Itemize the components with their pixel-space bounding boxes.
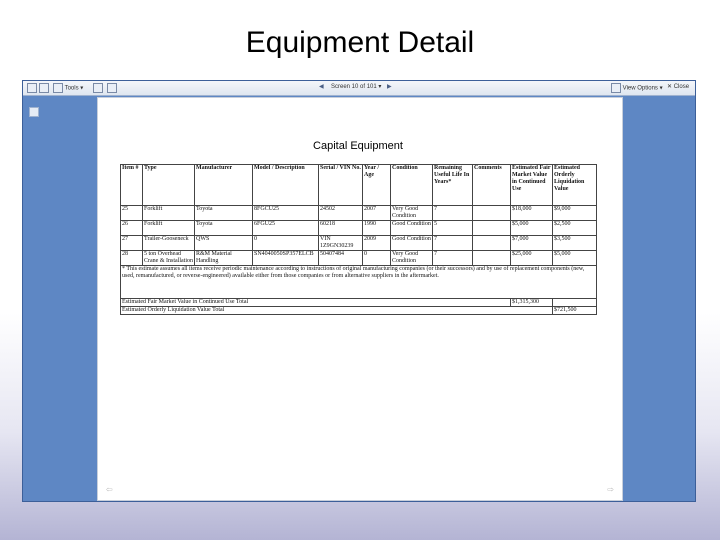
table-cell: 60218 [319, 221, 363, 236]
tools-menu[interactable]: Tools ▾ [53, 83, 83, 92]
table-cell: 0 [363, 251, 391, 266]
table-cell: $5,000 [553, 251, 597, 266]
document-title: Capital Equipment [313, 140, 403, 152]
screen-label: Screen 10 of 101 [331, 84, 377, 90]
table-cell: 28 [121, 251, 143, 266]
footnote: * This estimate assumes all items receive periodic maintenance according to instructions of original manufacturing companies (or their successors) and by use of replacement components (new, used, remanufactured, or reverse-engineered) available either from those companies or from alternative suppliers in the aftermarket. [121, 266, 597, 299]
column-header: Comments [473, 165, 511, 206]
pen-icon[interactable] [93, 83, 103, 92]
table-cell: 24502 [319, 206, 363, 221]
table-cell: Forklift [143, 206, 195, 221]
table-cell: $2,500 [553, 221, 597, 236]
table-cell: 8FGCU25 [253, 206, 319, 221]
table-header-row [121, 165, 597, 206]
close-icon: ✕ [667, 84, 673, 90]
table-row [121, 251, 597, 266]
sidebar-toggle-icon[interactable] [29, 107, 39, 117]
table-cell: 7 [433, 251, 473, 266]
table-row [121, 221, 597, 236]
table-cell: 25 [121, 206, 143, 221]
column-header: Estimated Orderly Liquidation Value [553, 165, 597, 206]
table-cell: Good Condition [391, 221, 433, 236]
table-cell: 0 [253, 236, 319, 251]
footnote-row [121, 266, 597, 299]
tools-label: Tools [64, 85, 79, 92]
close-button[interactable] [667, 83, 689, 92]
column-header: Serial / VIN No. [319, 165, 363, 206]
total-value: $721,500 [553, 307, 597, 315]
table-cell: $7,000 [511, 236, 553, 251]
table-cell: $25,000 [511, 251, 553, 266]
column-header: Type [143, 165, 195, 206]
total-row [121, 299, 597, 307]
total-row [121, 307, 597, 315]
table-cell: $9,000 [553, 206, 597, 221]
table-cell: Forklift [143, 221, 195, 236]
column-header: Model / Description [253, 165, 319, 206]
table-cell: 1990 [363, 221, 391, 236]
view-options-menu[interactable]: View Options ▾ [611, 83, 663, 92]
table-cell: R&M Material Handling [195, 251, 253, 266]
column-header: Item # [121, 165, 143, 206]
table-cell [473, 206, 511, 221]
total-label: Estimated Fair Market Value in Continued Use Total [121, 299, 511, 307]
table-cell: 7 [433, 206, 473, 221]
table-cell: 50407484 [319, 251, 363, 266]
table-cell: Toyota [195, 221, 253, 236]
previous-page-icon[interactable]: ⇦ [106, 485, 113, 494]
column-header: Manufacturer [195, 165, 253, 206]
table-row [121, 236, 597, 251]
total-label: Estimated Orderly Liquidation Value Total [121, 307, 553, 315]
screen-indicator[interactable]: Screen 10 of 101 ▾ [331, 84, 382, 90]
column-header: Remaining Useful Life In Years* [433, 165, 473, 206]
previous-screen-button[interactable]: ◀ [319, 84, 324, 90]
table-cell: Toyota [195, 206, 253, 221]
print-icon[interactable] [39, 83, 49, 92]
table-cell [473, 236, 511, 251]
table-cell: Good Condition [391, 236, 433, 251]
close-label: Close [673, 84, 690, 90]
view-options-icon [611, 83, 621, 93]
equipment-table [120, 164, 597, 315]
table-cell [473, 221, 511, 236]
total-value: $1,315,300 [511, 299, 553, 307]
save-icon[interactable] [27, 83, 37, 92]
table-cell: Very Good Condition [391, 206, 433, 221]
table-cell: 6FGU25 [253, 221, 319, 236]
column-header: Year / Age [363, 165, 391, 206]
folder-icon[interactable] [107, 83, 117, 92]
table-cell: QWS [195, 236, 253, 251]
column-header: Estimated Fair Market Value in Continued Use [511, 165, 553, 206]
table-cell: $18,000 [511, 206, 553, 221]
table-cell: $3,500 [553, 236, 597, 251]
table-cell: 2007 [363, 206, 391, 221]
table-cell: SN4040050SP357ELCB [253, 251, 319, 266]
column-header: Condition [391, 165, 433, 206]
table-cell [473, 251, 511, 266]
document-viewer [22, 80, 696, 502]
table-cell: 5 [433, 221, 473, 236]
slide-title: Equipment Detail [245, 26, 475, 59]
viewer-toolbar [23, 81, 695, 96]
table-row [121, 206, 597, 221]
table-cell: VIN 1Z9GN30239 [319, 236, 363, 251]
next-screen-button[interactable]: ▶ [387, 84, 392, 90]
table-cell: 27 [121, 236, 143, 251]
tools-icon [53, 83, 63, 93]
table-cell: Very Good Condition [391, 251, 433, 266]
next-page-icon[interactable]: ⇨ [607, 485, 614, 494]
table-cell: Trailer-Gooseneck [143, 236, 195, 251]
table-cell: 26 [121, 221, 143, 236]
total-empty-cell [553, 299, 597, 307]
table-cell: 2009 [363, 236, 391, 251]
document-page [97, 97, 623, 501]
table-cell: $5,000 [511, 221, 553, 236]
table-cell: 7 [433, 236, 473, 251]
view-options-label: View Options [622, 85, 658, 92]
table-cell: 5 ton Overhead Crane & Installation [144, 251, 193, 264]
